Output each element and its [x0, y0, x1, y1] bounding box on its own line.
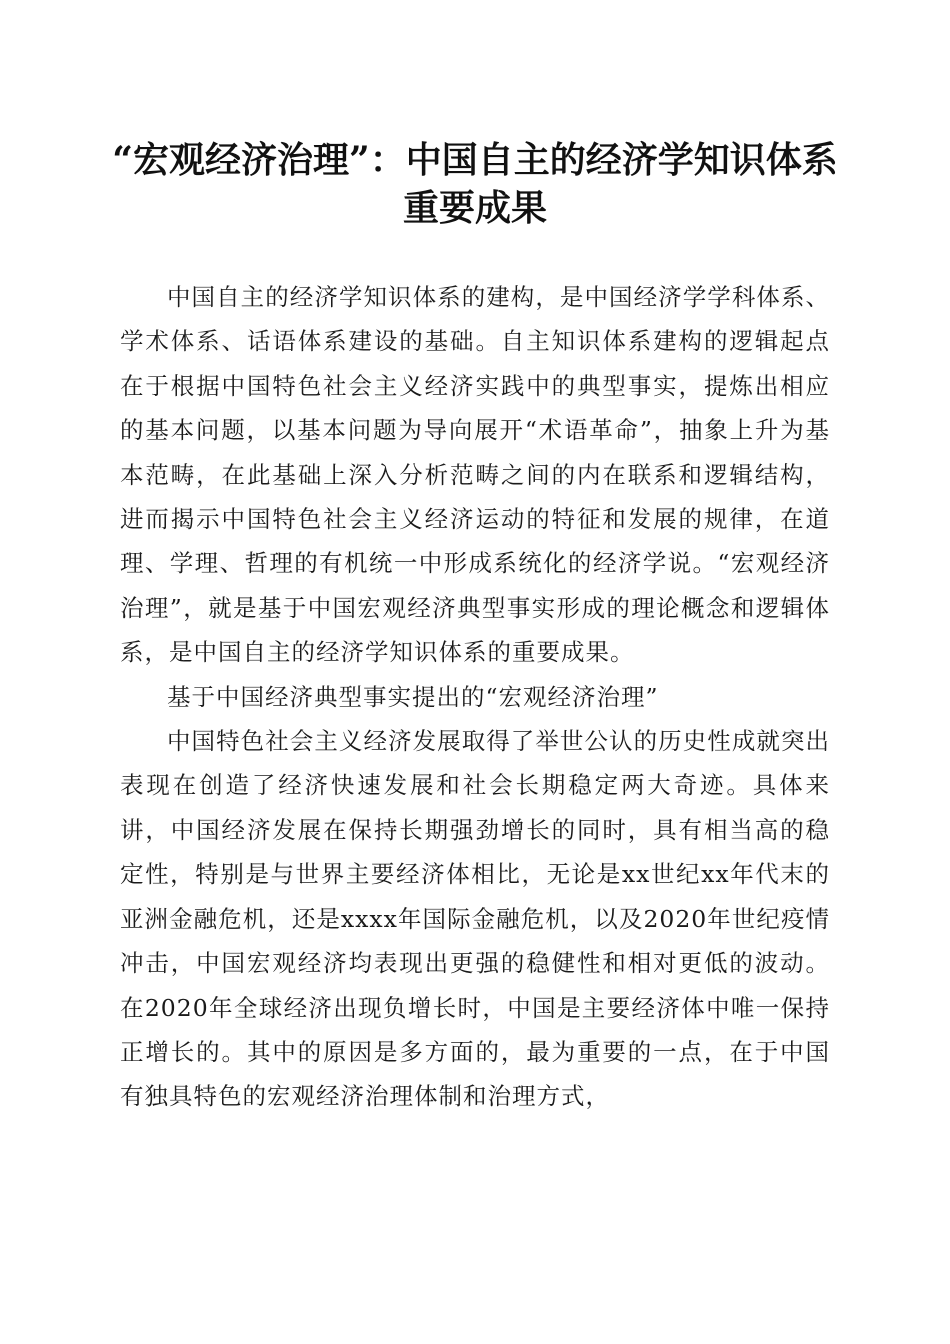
document-body [120, 275, 830, 1119]
document-title: “宏观经济治理”：中国自主的经济学知识体系重要成果 [112, 139, 838, 229]
paragraph-intro: 中国自主的经济学知识体系的建构，是中国经济学学科体系、学术体系、话语体系建设的基础。自主知识体系建构的逻辑起点在于根据中国特色社会主义经济实践中的典型事实，提炼出相应的基本问题，以基本问题为导向展开“术语革命”，抽象上升为基本范畴，在此基础上深入分析范畴之间的内在联系和逻辑结构，进而揭示中国特色社会主义经济运动的特征和发展的规律，在道理、学理、哲理的有机统一中形成系统化的经济学说。“宏观经济治理”，就是基于中国宏观经济典型事实形成的理论概念和逻辑体系，是中国自主的经济学知识体系的重要成果。 [120, 283, 830, 667]
section-heading: 基于中国经济典型事实提出的“宏观经济治理” [167, 682, 659, 711]
paragraph-achievements: 中国特色社会主义经济发展取得了举世公认的历史性成就突出表现在创造了经济快速发展和社会长期稳定两大奇迹。具体来讲，中国经济发展在保持长期强劲增长的同时，具有相当高的稳定性，特别是与世界主要经济体相比，无论是xx世纪xx年代末的亚洲金融危机，还是xxxx年国际金融危机，以及2020年世纪疫情冲击，中国宏观经济均表现出更强的稳健性和相对更低的波动。在2020年全球经济出现负增长时，中国是主要经济体中唯一保持正增长的。其中的原因是多方面的，最为重要的一点，在于中国有独具特色的宏观经济治理体制和治理方式， [120, 727, 830, 1111]
